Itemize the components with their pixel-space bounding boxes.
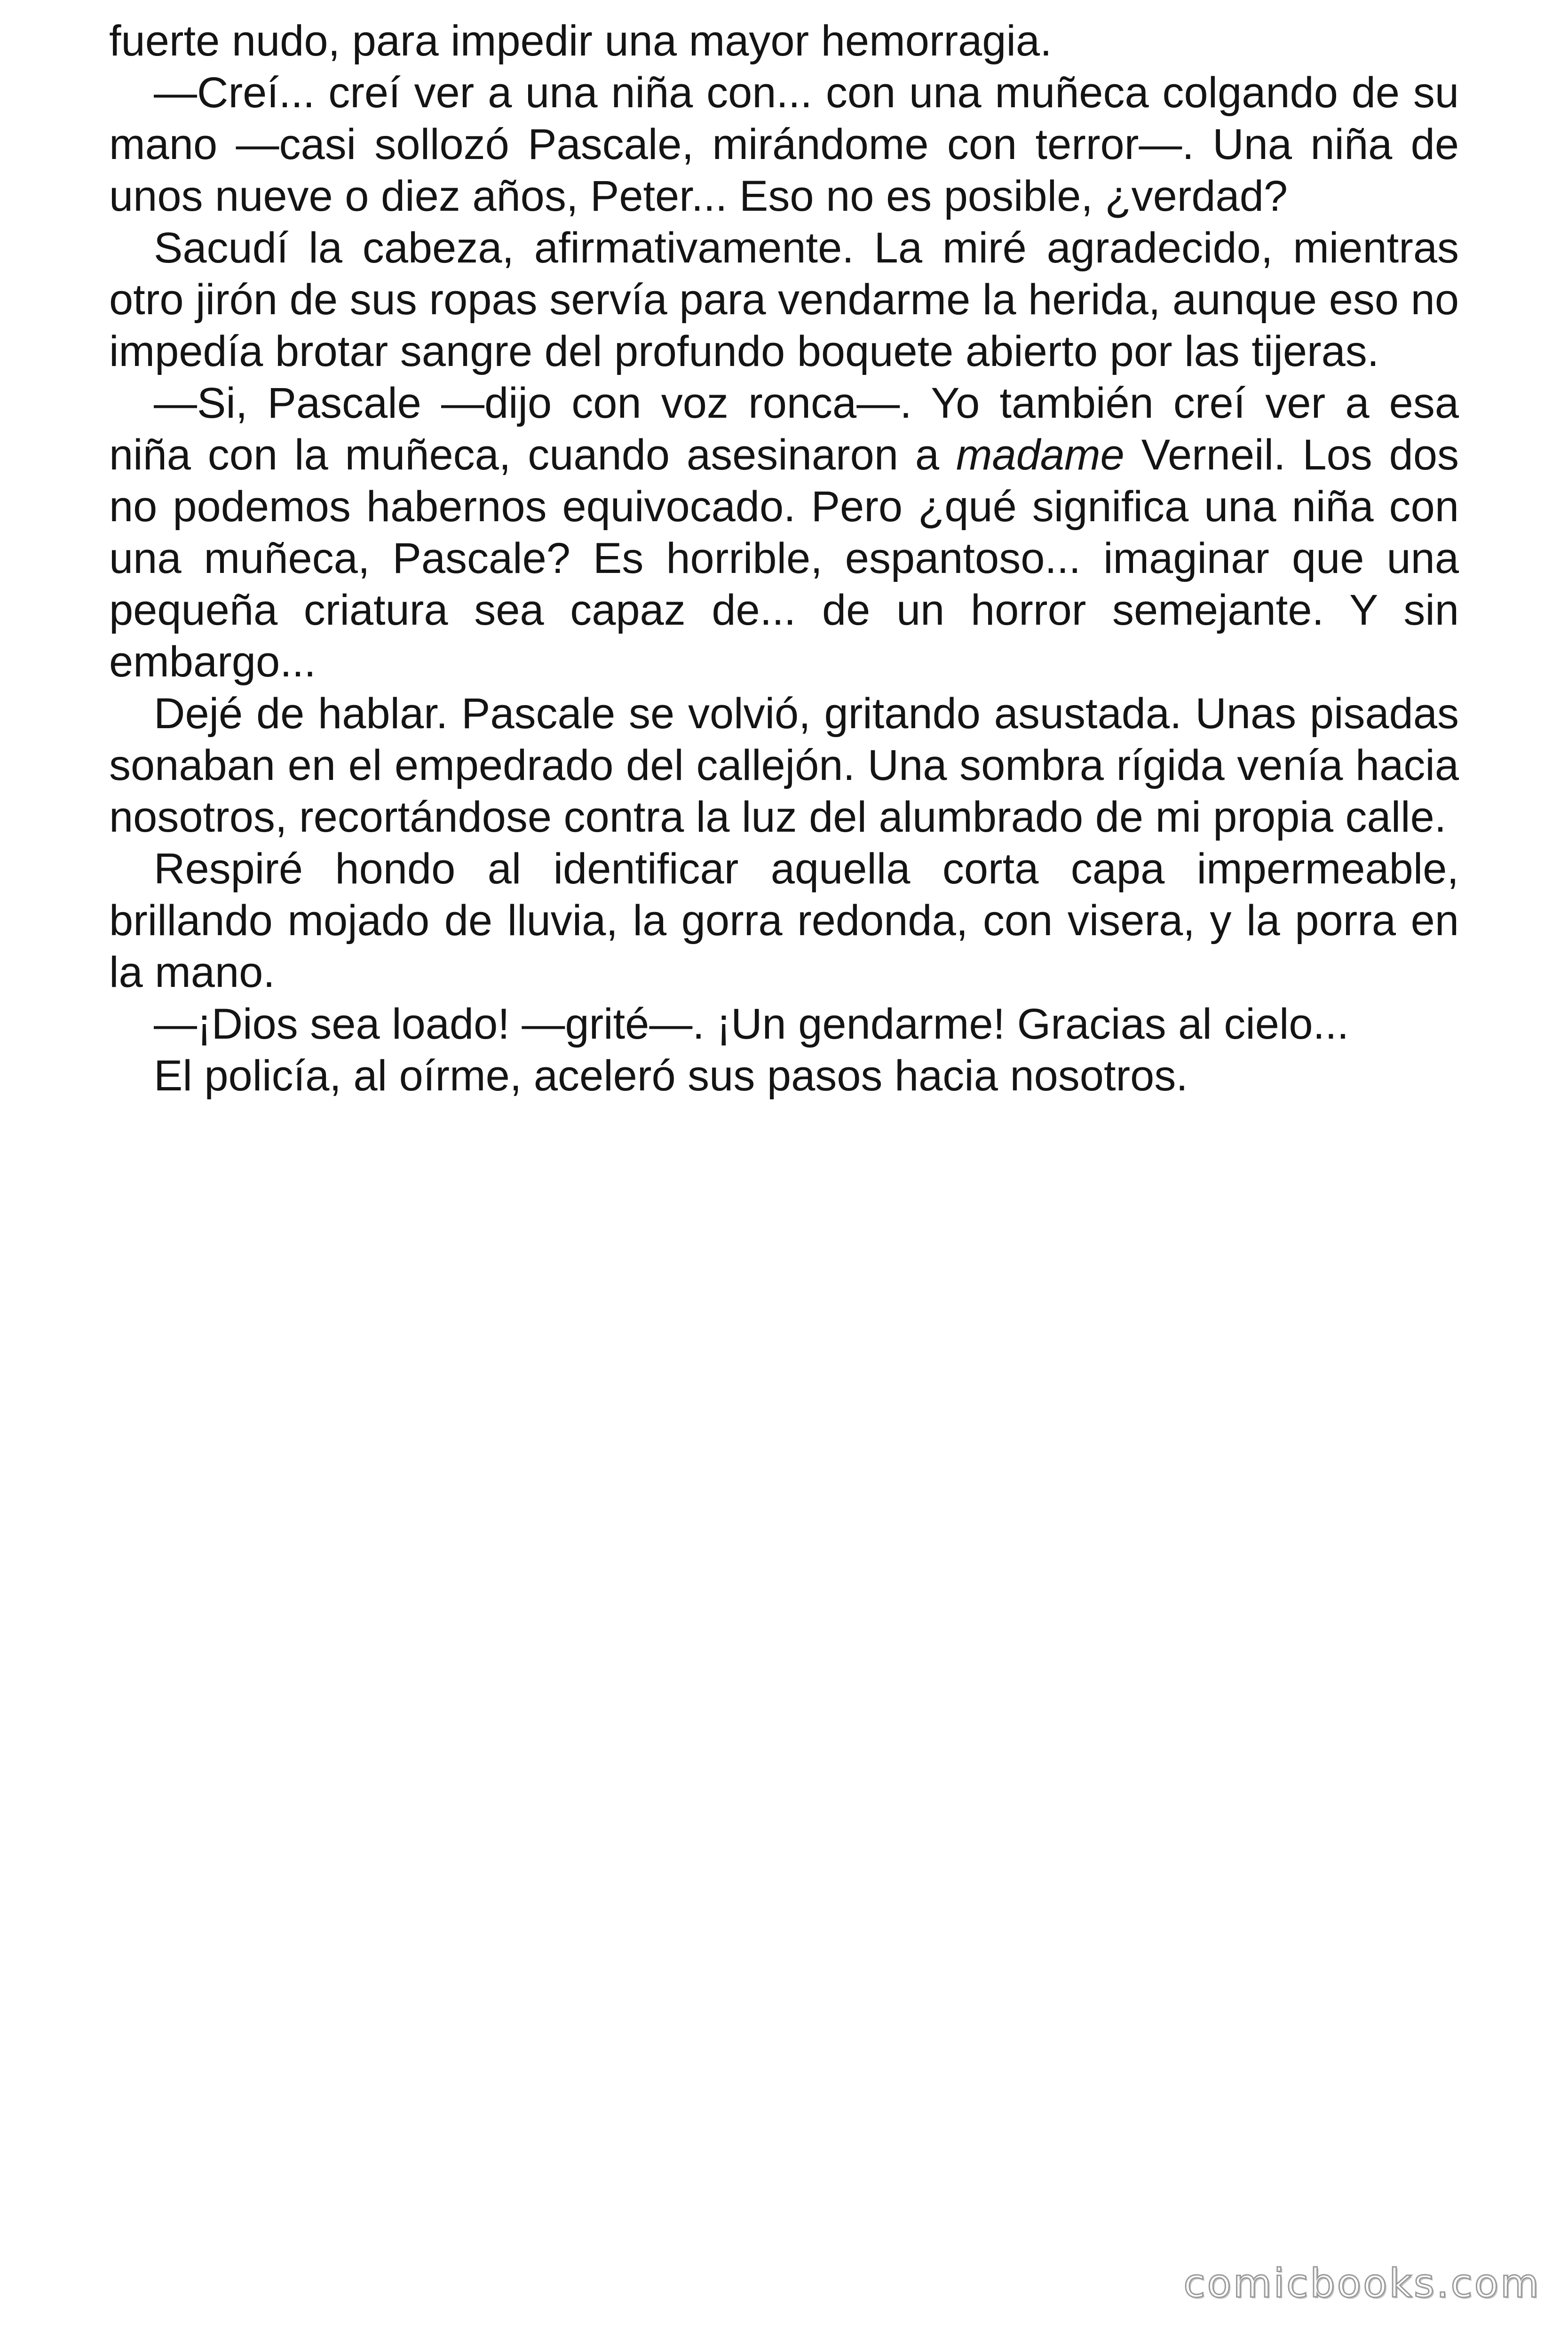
paragraph bbox=[109, 843, 1459, 998]
paragraph bbox=[109, 67, 1459, 222]
text-run: —Creí... creí ver a una niña con... con una muñeca colgando de su mano —casi sollozó Pascale, mirándome con terror—. Una niña de unos nueve o diez años, Peter... Eso no es posible, ¿verdad? bbox=[109, 69, 1459, 220]
paragraph bbox=[109, 1050, 1459, 1102]
italic-text: madame bbox=[956, 431, 1125, 479]
paragraph bbox=[109, 15, 1459, 67]
text-run: Verneil. Los dos no podemos habernos equivocado. Pero ¿qué significa una niña con una muñeca, Pascale? Es horrible, espantoso... imaginar que una pequeña criatura sea capaz de... de un horror semejante. Y sin embargo... bbox=[109, 431, 1459, 686]
paragraph bbox=[109, 222, 1459, 377]
page-text-body bbox=[109, 15, 1459, 1102]
text-run: —Si, Pascale —dijo con voz ronca—. Yo también creí ver a esa niña con la muñeca, cuando asesinaron a bbox=[109, 379, 1459, 479]
text-run: El policía, al oírme, aceleró sus pasos hacia nosotros. bbox=[154, 1052, 1188, 1100]
text-run: Respiré hondo al identificar aquella corta capa impermeable, brillando mojado de lluvia, la gorra redonda, con visera, y la porra en la mano. bbox=[109, 845, 1459, 996]
paragraph bbox=[109, 688, 1459, 843]
paragraph bbox=[109, 377, 1459, 688]
paragraph bbox=[109, 998, 1459, 1050]
site-watermark: comicbooks.com bbox=[1183, 2260, 1541, 2306]
text-run: —¡Dios sea loado! —grité—. ¡Un gendarme! Gracias al cielo... bbox=[154, 1000, 1349, 1048]
text-run: fuerte nudo, para impedir una mayor hemorragia. bbox=[109, 17, 1052, 65]
text-run: Dejé de hablar. Pascale se volvió, gritando asustada. Unas pisadas sonaban en el empedrado del callejón. Una sombra rígida venía hacia nosotros, recortándose contra la luz del alumbrado de mi propia calle. bbox=[109, 690, 1459, 841]
text-run: Sacudí la cabeza, afirmativamente. La miré agradecido, mientras otro jirón de sus ropas servía para vendarme la herida, aunque eso no impedía brotar sangre del profundo boquete abierto por las tijeras. bbox=[109, 224, 1459, 375]
